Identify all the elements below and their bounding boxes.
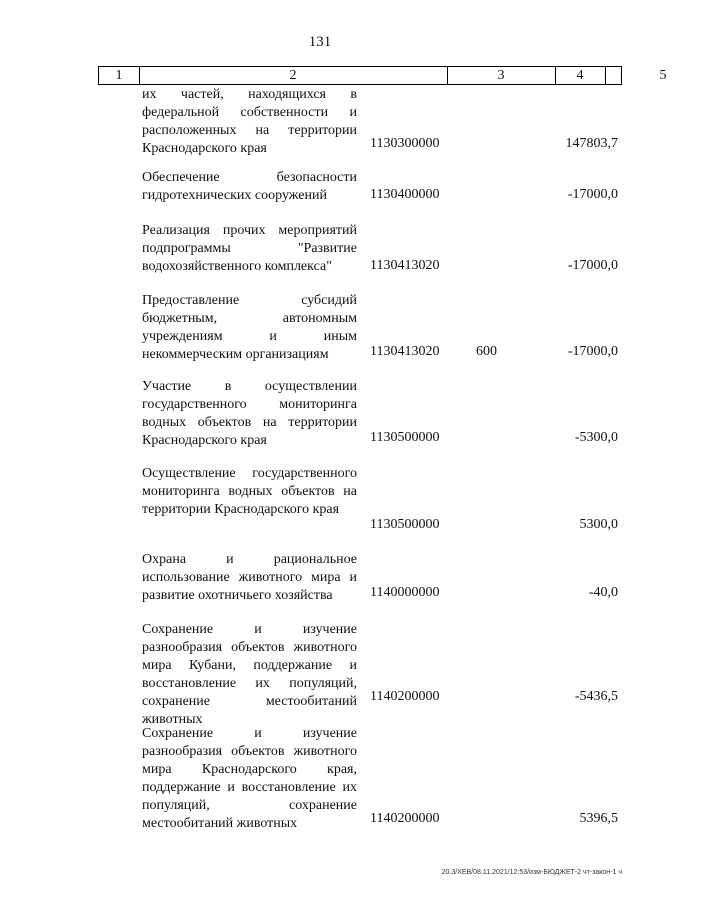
row-description: Сохранение и изучение разнообразия объектов животного мира Краснодарского края, поддержание и восстановление их популяций, сохранение местообитаний животных [142, 726, 357, 831]
row-description: Охрана и рациональное использование животного мира и развитие охотничьего хозяйства [142, 552, 357, 603]
row-amount: 5300,0 [579, 517, 618, 532]
row-code: 1130500000 [370, 430, 440, 445]
header-col-4: 4 [555, 67, 606, 84]
page-number: 131 [308, 34, 332, 50]
row-code: 1140200000 [370, 811, 440, 826]
row-code: 1130400000 [370, 187, 440, 202]
row-code: 1130413020 [370, 258, 440, 273]
row-description: Предоставление субсидий бюджетным, автономным учреждениям и иным некоммерческим организациям [142, 293, 357, 362]
row-amount: -5300,0 [574, 430, 618, 445]
table-header [98, 66, 667, 85]
row-description: Участие в осуществлении государственного мониторинга водных объектов на территории Краснодарского края [142, 379, 357, 448]
row-amount: 5396,5 [579, 811, 618, 826]
row-code: 1130300000 [370, 136, 440, 151]
row-amount: -17000,0 [567, 187, 618, 202]
row-description: Осуществление государственного мониторинга водных объектов на территории Краснодарского края [142, 466, 357, 517]
document-footer: 20.3/ХЕВ/08.11.2021/12:53/изм-БЮДЖЕТ-2 чт-закон-1 ч [441, 869, 622, 876]
row-description: их частей, находящихся в федеральной собственности и расположенных на территории Краснодарского края [142, 87, 357, 156]
header-col-3: 3 [447, 67, 556, 84]
row-code: 1130500000 [370, 517, 440, 532]
row-description: Обеспечение безопасности гидротехнических сооружений [142, 170, 357, 203]
header-col-5: 5 [659, 68, 667, 83]
row-amount: 147803,7 [565, 136, 618, 151]
header-col-2: 2 [139, 67, 448, 84]
row-code: 1140000000 [370, 585, 440, 600]
row-vr: 600 [476, 344, 497, 359]
row-description: Реализация прочих мероприятий подпрограммы "Развитие водохозяйственного комплекса" [142, 223, 357, 274]
row-amount: -5436,5 [574, 689, 618, 704]
row-amount: -17000,0 [567, 344, 618, 359]
row-amount: -40,0 [588, 585, 618, 600]
row-description: Сохранение и изучение разнообразия объектов животного мира Кубани, поддержание и восстановление их популяций, сохранение местообитаний животных [142, 622, 357, 727]
row-code: 1140200000 [370, 689, 440, 704]
row-amount: -17000,0 [567, 258, 618, 273]
row-code: 1130413020 [370, 344, 440, 359]
header-col-1: 1 [99, 67, 140, 84]
